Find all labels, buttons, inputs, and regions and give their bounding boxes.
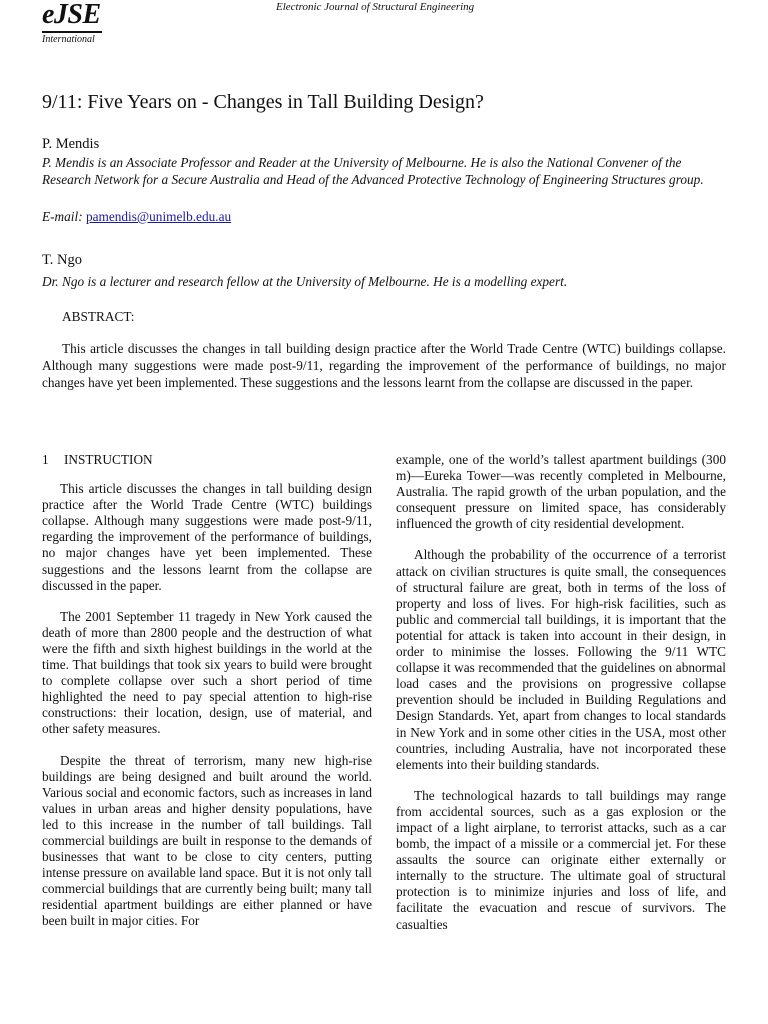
logo-subtitle: International (42, 34, 95, 45)
author-bio-2: Dr. Ngo is a lecturer and research fellow at the University of Melbourne. He is a modelling expert. (42, 274, 568, 289)
author-bio-1: P. Mendis is an Associate Professor and Reader at the University of Melbourne. He is also the National Convener of the Research Network for a Secure Australia and Head of the Advanced Protective Technology of Engineering Structures group. (42, 155, 704, 187)
journal-logo (42, 0, 122, 46)
body-paragraph: Although the probability of the occurrence of a terrorist attack on civilian structures is quite small, the consequences of structural failure are great, both in terms of the loss of property and loss of lives. For high-risk facilities, such as public and commercial tall buildings, it is important that the potential for attack is taken into account in their design, in order to minimise the losses. Following the 9/11 WTC collapse it was recommended that the guidelines on abnormal load cases and the provisions on progressive collapse prevention should be included in Building Regulations and Design Standards. Yet, apart from changes to local standards in New York and in some other cities in the USA, most other countries, including Australia, have not incorporated these elements into their building standards. (396, 547, 726, 772)
right-column (396, 452, 726, 948)
left-column (42, 452, 372, 945)
author-name-1: P. Mendis (42, 136, 100, 152)
abstract-text: This article discusses the changes in tall building design practice after the World Trade Centre (WTC) buildings collapse. Although many suggestions were made post-9/11, regarding the improvement of the performance of buildings, no major changes have yet been implemented. These suggestions and the lessons learnt from the collapse are discussed in the paper. (42, 341, 726, 390)
email-link[interactable]: pamendis@unimelb.edu.au (85, 209, 232, 224)
section-heading (42, 452, 372, 468)
author-email-line (42, 209, 231, 225)
logo-wordmark: eJSE (42, 0, 101, 30)
email-label: E-mail: (42, 209, 83, 224)
section-title: INSTRUCTION (64, 452, 153, 467)
paper-title: 9/11: Five Years on - Changes in Tall Building Design? (42, 91, 484, 113)
body-paragraph: Despite the threat of terrorism, many new high-rise buildings are being designed and built around the world. Various social and economic factors, such as increases in land values in urban areas and higher density populations, have led to this increase in the number of tall buildings. Tall commercial buildings are built in response to the demands of businesses that want to be close to city centers, putting intense pressure on available land space. But it is not only tall commercial buildings that are currently being built; many tall residential apartment buildings are either planned or have been built in major cities. For (42, 752, 372, 929)
body-paragraph: This article discusses the changes in tall building design practice after the World Trade Centre (WTC) buildings collapse. Although many suggestions were made post-9/11, regarding the improvement of the performance of buildings, no major changes have yet been implemented. These suggestions and the lessons learnt from the collapse are discussed in the paper. (42, 481, 372, 593)
body-paragraph: example, one of the world’s tallest apartment buildings (300 m)—Eureka Tower—was recently completed in Melbourne, Australia. The rapid growth of the urban population, and the consequent pressure on limited space, has considerably influenced the growth of city residential development. (396, 452, 726, 532)
author-name-2: T. Ngo (42, 252, 83, 268)
section-number: 1 (42, 452, 49, 467)
abstract-heading: ABSTRACT: (62, 309, 135, 324)
journal-name: Electronic Journal of Structural Engineering (276, 1, 475, 13)
logo-rule (42, 31, 102, 33)
body-paragraph: The technological hazards to tall buildings may range from accidental sources, such as a gas explosion or the impact of a light airplane, to terrorist attacks, such as a car bomb, the impact of a missile or a commercial jet. For these assaults the source can originate either externally or internally to the structure. The ultimate goal of structural protection is to minimize injuries and loss of life, and facilitate the evacuation and rescue of survivors. The casualties (396, 787, 726, 932)
body-paragraph: The 2001 September 11 tragedy in New York caused the death of more than 2800 people and the destruction of what were the fifth and sixth highest buildings in the world at the time. That buildings that took six years to build were brought to complete collapse over such a short period of time highlighted the need to pay special attention to high-rise constructions: their location, design, use of material, and other safety measures. (42, 608, 372, 737)
